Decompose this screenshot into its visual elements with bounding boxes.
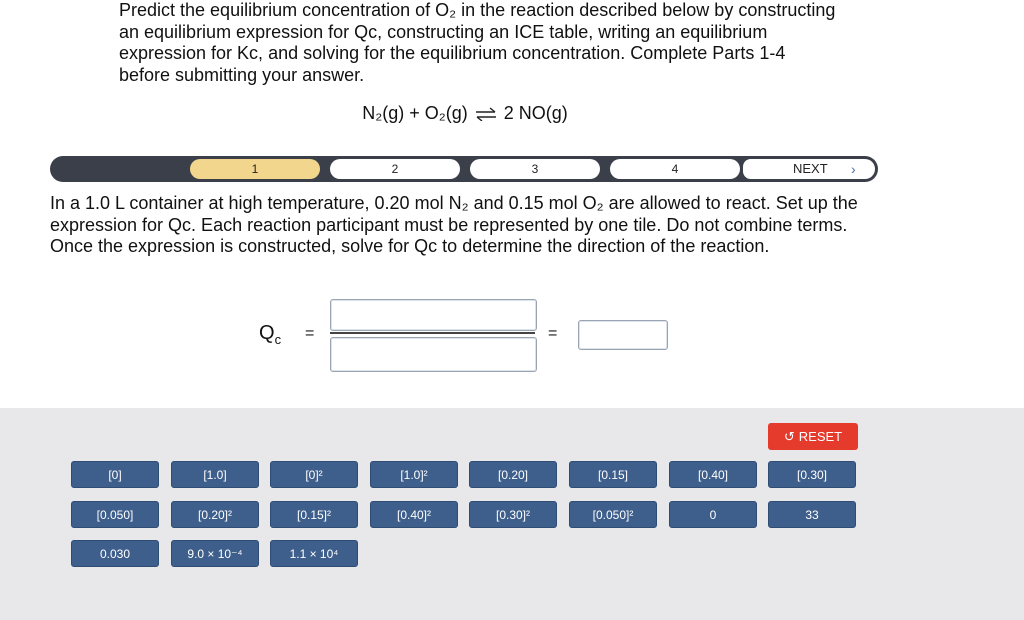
reset-icon: ↺ xyxy=(783,429,795,444)
reset-label: RESET xyxy=(798,429,843,444)
equals-sign-1: = xyxy=(305,325,315,342)
tile[interactable]: 33 xyxy=(768,501,856,528)
step-progress-bar xyxy=(50,156,878,182)
tile[interactable]: [0.20]² xyxy=(171,501,259,528)
question-line-2: Once the expression is constructed, solve for Qc to determine the direction of the reaction. xyxy=(50,236,770,256)
tile[interactable]: [0.050]² xyxy=(569,501,657,528)
next-button[interactable] xyxy=(743,159,875,179)
qc-result-drop-zone[interactable] xyxy=(578,320,668,350)
step-1[interactable]: 1 xyxy=(190,159,320,179)
tile[interactable]: [0.30]² xyxy=(469,501,557,528)
tile[interactable]: 0 xyxy=(669,501,757,528)
tile[interactable]: [0]² xyxy=(270,461,358,488)
tile[interactable]: [0.40] xyxy=(669,461,757,488)
tile[interactable]: [0.15] xyxy=(569,461,657,488)
next-label: NEXT xyxy=(793,161,828,176)
numerator-drop-zone[interactable] xyxy=(330,299,537,331)
problem-prompt: Predict the equilibrium concentration of O₂ in the reaction described below by constructing an equilibrium expression for Qc, constructing an ICE table, writing an equilibrium expression for Kc, and solving for the equilibrium concentration. Complete Parts 1-4 before submitting your answer. xyxy=(119,0,836,85)
tile[interactable]: [1.0] xyxy=(171,461,259,488)
reaction-reactants: N₂(g) + O₂(g) xyxy=(362,103,468,123)
tile[interactable]: [0.30] xyxy=(768,461,856,488)
denominator-drop-zone[interactable] xyxy=(330,337,537,372)
step-4[interactable]: 4 xyxy=(610,159,740,179)
equilibrium-arrow-icon xyxy=(475,107,497,121)
reaction-equation xyxy=(0,103,930,124)
question-text xyxy=(50,193,880,258)
tile[interactable]: 0.030 xyxy=(71,540,159,567)
step-2[interactable]: 2 xyxy=(330,159,460,179)
step-3[interactable]: 3 xyxy=(470,159,600,179)
tile[interactable]: 1.1 × 10⁴ xyxy=(270,540,358,567)
reaction-products: 2 NO(g) xyxy=(503,103,568,123)
tile[interactable]: [0.050] xyxy=(71,501,159,528)
reset-button[interactable] xyxy=(768,423,858,450)
equals-sign-2: = xyxy=(548,325,558,342)
tile[interactable]: [0.40]² xyxy=(370,501,458,528)
tile[interactable]: 9.0 × 10⁻⁴ xyxy=(171,540,259,567)
fraction-bar xyxy=(330,332,535,334)
tile[interactable]: [1.0]² xyxy=(370,461,458,488)
tile[interactable]: [0.20] xyxy=(469,461,557,488)
qc-label: $Q_c$ xyxy=(259,322,282,347)
tile[interactable]: [0.15]² xyxy=(270,501,358,528)
question-line-1: In a 1.0 L container at high temperature, 0.20 mol N₂ and 0.15 mol O₂ are allowed to react. Set up the expression for Qc. Each reaction participant must be represented by one tile. Do not combine terms. xyxy=(50,193,858,235)
chevron-right-icon: › xyxy=(851,161,856,177)
tile[interactable]: [0] xyxy=(71,461,159,488)
